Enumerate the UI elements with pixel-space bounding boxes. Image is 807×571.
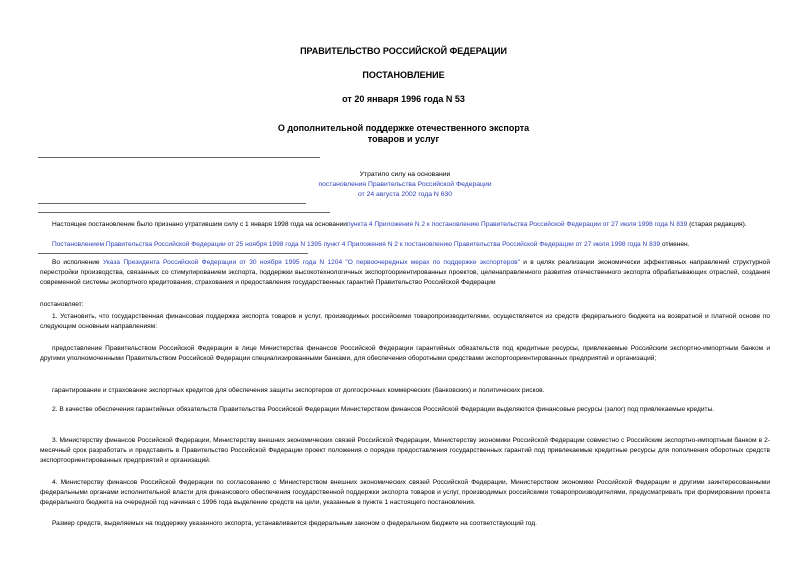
intro-tail: и в целях реализации экономически эффективных направлений структурной перестройки производства, связанных со стимулированием экспорта, поддержки высокотехнологичных экспортоориентированных проектов, целенаправленного развития отечественного экспорта обрабатывающих отраслей, создания современной системы экспортного кредитования, страхования и предоставления государственных гарантий Правительство Российской Федерации [40,259,771,286]
clause-1b: гарантирование и страхование экспортных кредитов для обеспечения защиты экспортеров от долгосрочных коммерческих (банковских) и политических рисков. [52,387,545,394]
document-date-number: от 20 января 1996 года N 53 [342,94,465,104]
status-note-1-link[interactable]: пункта 4 Приложения N 2 к постановлению Правительства Российской Федерации от 27 июля 1998 года N 839 [347,221,688,228]
clause-3: 3. Министерству финансов Российской Федерации, Министерству внешних экономических связей Российской Федерации, Министерству экономики Российской Федерации совместно с Российским экспортно-импортным банком в 2-месячный срок разработать и представить в Правительство Российской Федерации проект положения о порядке предоставления государственных гарантий под привлекаемые кредитные ресурсы для пополнения оборотных средств экспортоориентированных предприятий и организаций. [40,437,770,464]
intro-paragraph [40,258,770,288]
repealed-notice [290,170,520,200]
divider-rule [38,203,306,204]
clause-1: 1. Установить, что государственная финансовая поддержка экспорта товаров и услуг, производимых российскими товаропроизводителями, осуществляется из средств федерального бюджета на возвратной и платной основе по следующим основным направлениям: [40,313,770,330]
status-note-1 [40,220,770,230]
presidential-decree-link[interactable]: Указа Президента Российской Федерации от 30 ноября 1995 года N 1204 "О первоочередных мерах по поддержке экспортеров" [102,259,520,266]
org-name: ПРАВИТЕЛЬСТВО РОССИЙСКОЙ ФЕДЕРАЦИИ [300,46,507,56]
clause-4-budget: Размер средств, выделяемых на поддержку указанного экспорта, устанавливается федеральным законом о федеральном бюджете на соответствующий год. [52,520,537,527]
intro-text: Во исполнение [52,259,103,266]
clause-1a: предоставление Правительством Российской Федерации в лице Министерства финансов Российской Федерации гарантийных обязательств под кредитные ресурсы, привлекаемые Российским экспортно-импортным банком и другими уполномоченными Правительством Российской Федерации специализированными банками, для обеспечения оборотными средствами экспортоориентированных предприятий и организаций; [40,345,770,362]
status-note-2-link[interactable]: Постановлением Правительства Российской Федерации от 25 ноября 1998 года N 1395 пункт 4 Приложения N 2 к постановлению Правительства Российской Федерации от 27 июля 1998 года N 839 [52,241,661,248]
clause-4: 4. Министерству финансов Российской Федерации по согласованию с Министерством внешних экономических связей Российской Федерации, Министерством экономики Российской Федерации и другими заинтересованными федеральными органами исполнительной власти для финансового обеспечения государственной поддержки экспорта товаров и услуг, производимых российскими товаропроизводителями, предусматривать при формировании проекта федерального бюджета на очередной год начиная с 1996 года выделение средств на цели, указанные в пункте 1 настоящего постановления. [40,479,770,506]
title-line-2: товаров и услуг [367,134,440,144]
status-note-1-tail: (старая редакция). [687,221,747,228]
divider-rule [38,253,308,254]
repealed-line-1: Утратило силу на основании [359,171,451,178]
document-title [0,123,807,145]
document-type: ПОСТАНОВЛЕНИЕ [362,70,445,80]
clause-2: 2. В качестве обеспечения гарантийных обязательств Правительства Российской Федерации Министерством финансов Российской Федерации выделяются финансовые ресурсы (залог) под привлекаемые кредиты. [52,406,715,413]
status-note-2-tail: отменен. [660,241,690,248]
status-note-2 [40,240,770,250]
title-line-1: О дополнительной поддержке отечественного экспорта [277,123,530,133]
repealing-decree-link[interactable]: постановления Правительства Российской Федерации [318,181,492,188]
divider-rule [38,157,320,158]
decrees-word: постановляет: [40,301,84,308]
status-note-1-text: Настоящее постановление было признано утратившим силу с 1 января 1998 года на основании [52,221,347,228]
divider-rule [38,212,330,213]
repealing-decree-date-link[interactable]: от 24 августа 2002 года N 630 [357,191,453,198]
